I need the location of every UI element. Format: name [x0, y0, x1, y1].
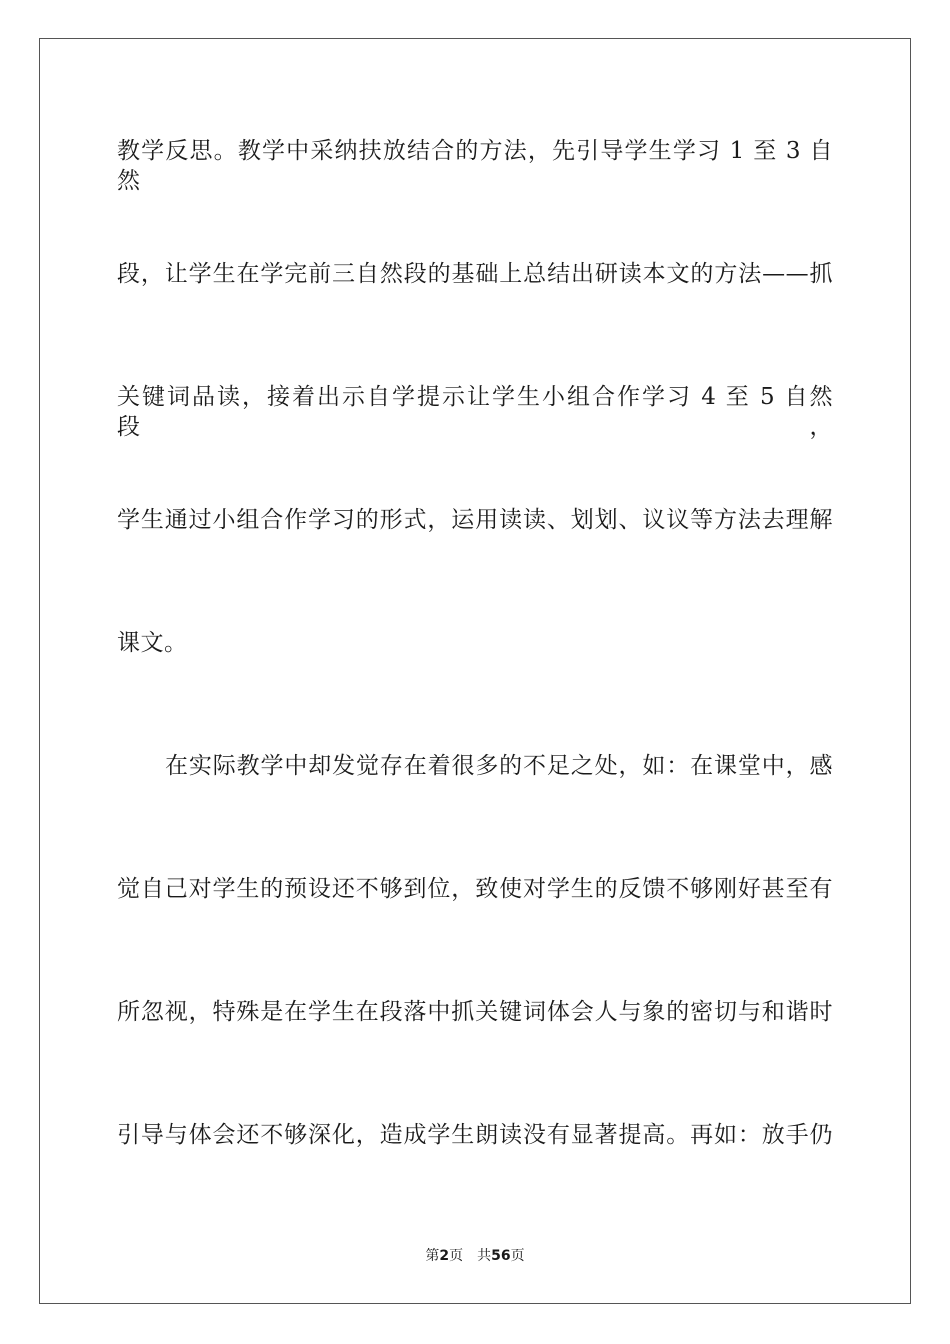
footer-total-suffix: 页 [510, 1248, 525, 1264]
footer-total-pages: 56 [491, 1248, 511, 1264]
body-line-1: 教学反思。教学中采纳扶放结合的方法，先引导学生学习 1 至 3 自然 [117, 138, 833, 194]
body-line-8: 所忽视，特殊是在学生在段落中抓关键词体会人与象的密切与和谐时 [117, 999, 833, 1025]
body-line-3: 关键词品读，接着出示自学提示让学生小组合作学习 4 至 5 自然段， [117, 384, 833, 440]
page-border [39, 38, 911, 1304]
footer-page-prefix: 第 [425, 1248, 440, 1264]
body-line-5: 课文。 [117, 630, 188, 656]
body-line-2: 段，让学生在学完前三自然段的基础上总结出研读本文的方法——抓 [117, 261, 833, 287]
body-line-9: 引导与体会还不够深化，造成学生朗读没有显著提高。再如：放手仍 [117, 1122, 833, 1148]
footer-total-prefix: 共 [477, 1248, 492, 1264]
footer-page-number: 2 [439, 1248, 450, 1264]
footer-page-suffix: 页 [449, 1248, 464, 1264]
page-footer [0, 1246, 950, 1266]
body-line-6: 在实际教学中却发觉存在着很多的不足之处，如：在课堂中，感 [165, 753, 833, 779]
body-line-7: 觉自己对学生的预设还不够到位，致使对学生的反馈不够刚好甚至有 [117, 876, 833, 902]
body-line-4: 学生通过小组合作学习的形式，运用读读、划划、议议等方法去理解 [117, 507, 833, 533]
